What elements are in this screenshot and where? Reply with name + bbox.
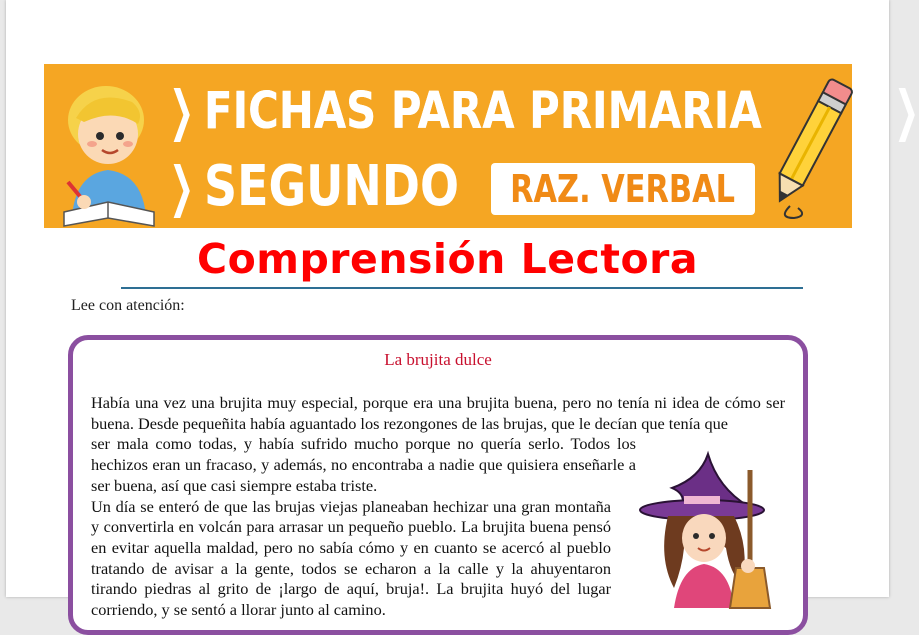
chevron-icon: ❯ — [169, 79, 195, 142]
header-banner — [44, 64, 919, 228]
subject-badge — [491, 163, 755, 215]
subject-label: RAZ. VERBAL — [510, 167, 736, 211]
story-title: La brujita dulce — [384, 350, 492, 369]
boy-writing-icon — [54, 78, 164, 226]
pencil-icon — [768, 68, 850, 224]
banner-title: FICHAS PARA PRIMARIA — [204, 81, 762, 141]
title-divider — [121, 287, 803, 289]
story-paragraph: Había una vez una brujita muy especial, porque era una brujita buena, pero no tenía ni idea de cómo ser buena. Desde pequeñita había aguantado los rezongones de las brujas, que le decían que tenía que — [91, 393, 785, 433]
chevron-icon: ❯ — [894, 79, 919, 142]
grade-label: SEGUNDO — [204, 154, 460, 219]
instruction-text: Lee con atención: — [71, 297, 185, 314]
story-paragraph: ser mala como todas, y había sufrido mucho porque no quería serlo. Todos los hechizos eran un fracaso, y además, no encontraba a nadie que quisiera enseñarle a ser buena, así que casi siempre estaba triste. — [91, 434, 636, 495]
page-title: Comprensión Lectora — [196, 235, 699, 283]
story-paragraph: Un día se enteró de que las brujas viejas planeaban hechizar una gran montaña y convertirla en volcán para arrasar un pequeño pueblo. La brujita buena pensó en evitar aquella maldad, pero no sabía cómo y en cuanto se acercó al pueblo tratando de avisar a la gente, todos se echaron a la calle y la ahuyentaron tirando piedras al grito de ¡largo de aquí, bruja!. La brujita huyó del lugar corriendo, y se sentó a llorar junto al camino. — [91, 496, 611, 620]
chevron-icon: ❯ — [169, 155, 195, 218]
reading-box — [68, 335, 808, 635]
banner-title-row — [159, 78, 919, 144]
witch-illustration — [638, 448, 788, 608]
worksheet-page — [6, 0, 919, 620]
